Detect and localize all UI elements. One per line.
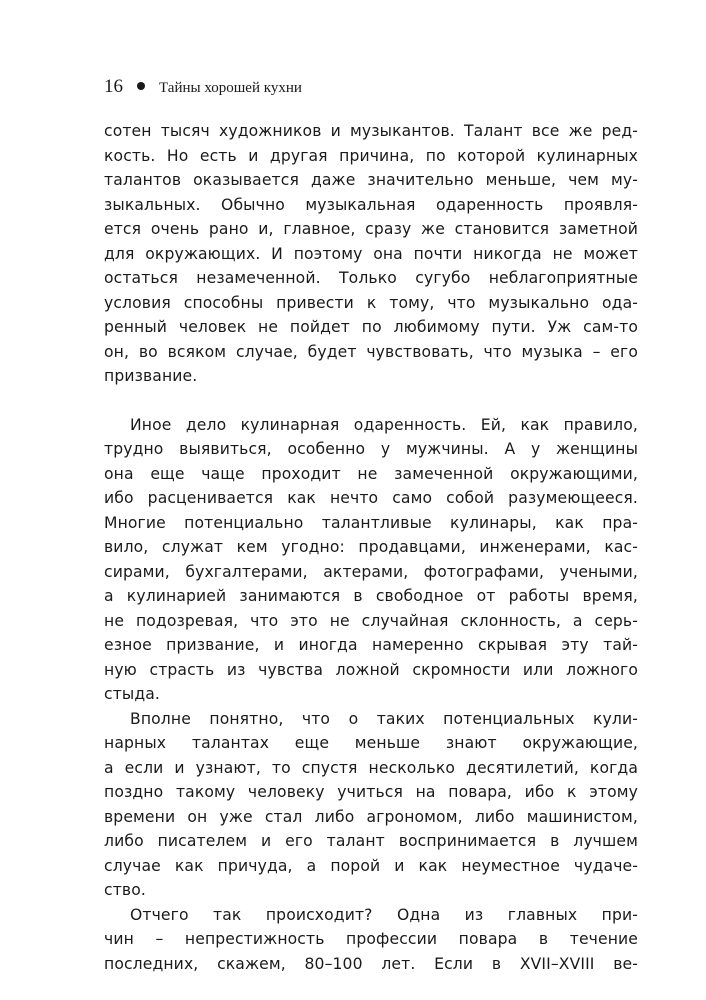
text-line: ство. <box>104 881 146 899</box>
text-line: Отчего так происходит? Одна из главных при- <box>130 905 638 924</box>
body-text <box>104 119 638 976</box>
text-line: призвание. <box>104 367 198 385</box>
paragraph-4 <box>104 903 638 977</box>
bullet-icon <box>137 82 145 90</box>
book-title: Тайны хорошей кухни <box>159 80 302 96</box>
text-line: ибо расценивается как нечто само собой разумеющееся. <box>104 489 638 507</box>
text-line: езное призвание, и иногда намеренно скрывая эту тай- <box>104 636 638 654</box>
text-line: Вполне понятно, что о таких потенциальных кули- <box>130 709 638 728</box>
text-line: либо писателем и его талант воспринимается в лучшем <box>104 832 638 850</box>
text-line: остаться незамеченной. Только сугубо неблагоприятные <box>104 269 638 287</box>
paragraph-3 <box>104 707 638 903</box>
text-line: ренный человек не пойдет по любимому пути. Уж сам-то <box>104 318 638 336</box>
text-line: не подозревая, что это не случайная склонность, а серь- <box>104 611 638 630</box>
text-line: трудно выявиться, особенно у мужчины. А у женщины <box>104 440 638 458</box>
text-line: он, во всяком случае, будет чувствовать, что музыка – его <box>104 342 638 361</box>
text-line: последних, скажем, 80–100 лет. Если в XVII–XVIII ве- <box>104 954 638 973</box>
text-line: нарных талантах еще меньше знают окружающие, <box>104 734 638 752</box>
text-line: ется очень рано и, главное, сразу же становится заметной <box>104 220 638 238</box>
text-line: кость. Но есть и другая причина, по которой кулинарных <box>104 146 638 165</box>
running-header <box>104 76 302 98</box>
text-line: случае как причуда, а порой и как неуместное чудаче- <box>104 856 638 875</box>
text-line: зыкальных. Обычно музыкальная одаренность проявля- <box>104 195 638 214</box>
paragraph-1 <box>104 119 638 389</box>
text-line: времени он уже стал либо агрономом, либо машинистом, <box>104 807 638 826</box>
text-line: Иное дело кулинарная одаренность. Ей, как правило, <box>130 415 638 434</box>
text-line: вило, служат кем угодно: продавцами, инженерами, кас- <box>104 538 638 556</box>
text-line: а кулинарией занимаются в свободное от работы время, <box>104 587 638 605</box>
paragraph-2 <box>104 413 638 707</box>
text-line: а если и узнают, то спустя несколько десятилетий, когда <box>104 758 638 777</box>
text-line: для окружающих. И поэтому она почти никогда не может <box>104 244 638 263</box>
text-line: поздно такому человеку учиться на повара, ибо к этому <box>104 783 638 801</box>
text-line: сирами, бухгалтерами, актерами, фотографами, учеными, <box>104 562 638 581</box>
text-line: она еще чаще проходит не замеченной окружающими, <box>104 464 638 483</box>
text-line: условия способны привести к тому, что музыкально ода- <box>104 293 638 312</box>
text-line: Многие потенциально талантливые кулинары, как пра- <box>104 513 638 532</box>
text-line: талантов оказывается даже значительно меньше, чем му- <box>104 171 638 189</box>
text-line: сотен тысяч художников и музыкантов. Талант все же ред- <box>104 122 638 140</box>
text-line: ную страсть из чувства ложной скромности или ложного <box>104 660 638 679</box>
text-line: стыда. <box>104 685 160 703</box>
text-line: чин – непрестижность профессии повара в течение <box>104 930 638 948</box>
page-number: 16 <box>104 76 123 97</box>
